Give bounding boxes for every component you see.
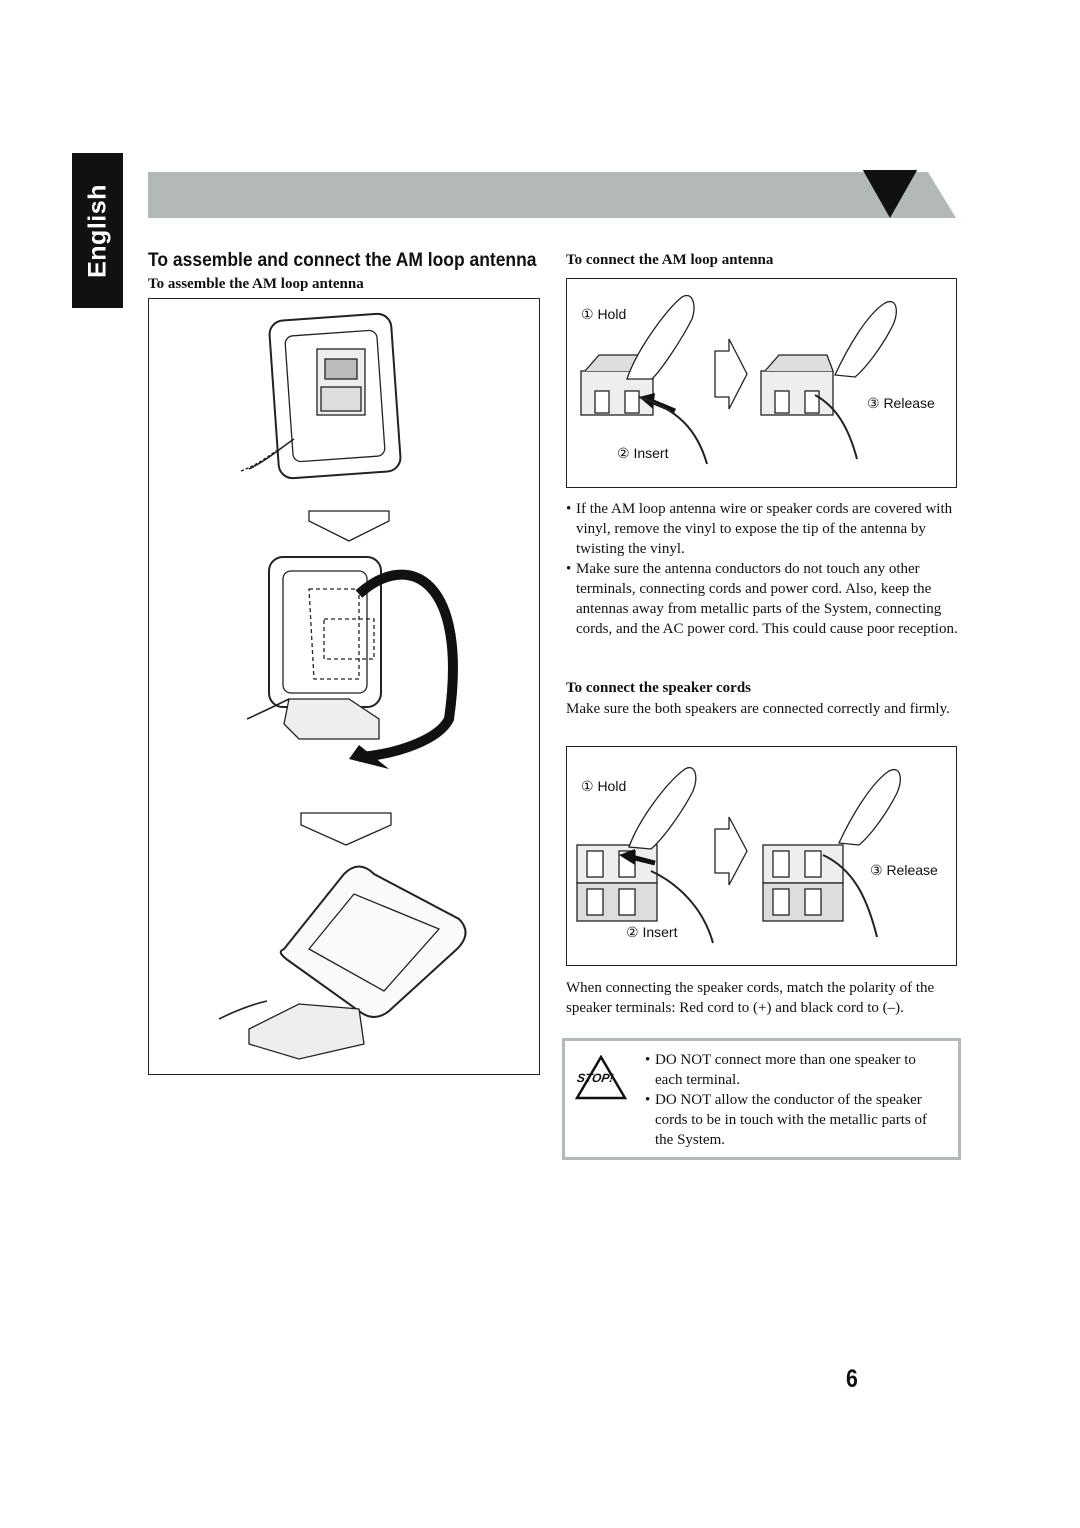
antenna-note: • If the AM loop antenna wire or speaker cords are covered with vinyl, remove the vinyl to expose the tip of the antenna by twisting the vinyl. (566, 499, 958, 559)
assemble-figure (148, 298, 540, 1075)
page-number: 6 (846, 1365, 858, 1393)
loop-antenna-step1 (241, 313, 401, 479)
down-arrow-1 (309, 511, 389, 541)
loop-antenna-step2 (247, 557, 453, 769)
speaker-terminal-left (577, 845, 657, 921)
finger-left (627, 296, 694, 379)
speaker-insert-label: ② Insert (626, 924, 678, 940)
antenna-notes (566, 499, 958, 639)
speaker-release-label: ③ Release (870, 862, 938, 878)
caution-item: • DO NOT connect more than one speaker to each terminal. (645, 1050, 945, 1090)
antenna-release-label: ③ Release (867, 395, 935, 411)
antenna-connect-figure (566, 278, 957, 488)
connect-antenna-heading: To connect the AM loop antenna (566, 252, 774, 268)
language-tab-label: English (83, 183, 111, 278)
assemble-illustration (149, 299, 539, 1074)
antenna-hold-label: ① Hold (581, 306, 627, 322)
section-title: To assemble and connect the AM loop antenna (148, 250, 537, 271)
polarity-note: When connecting the speaker cords, match the polarity of the speaker terminals: Red cord to (+) and black cord to (–). (566, 980, 935, 1016)
connect-speaker-heading: To connect the speaker cords (566, 680, 751, 696)
right-arrow (715, 817, 747, 885)
antenna-terminal-right (761, 355, 833, 415)
caution-item: • DO NOT allow the conductor of the speaker cords to be in touch with the metallic parts of the System. (645, 1090, 945, 1150)
section-header-bar (148, 170, 958, 220)
caution-box (562, 1038, 961, 1160)
speaker-hold-label: ① Hold (581, 778, 627, 794)
antenna-note: • Make sure the antenna conductors do not touch any other terminals, connecting cords and power cord. Also, keep the antennas away from metallic parts of the System, connecting cords, and the AC power cord. This could cause poor reception. (566, 559, 958, 639)
language-tab (72, 153, 123, 308)
antenna-insert-label: ② Insert (617, 445, 669, 461)
connect-speaker-intro: Make sure the both speakers are connected correctly and firmly. (566, 701, 950, 717)
finger-right (839, 770, 900, 845)
speaker-terminal-right (763, 845, 843, 921)
right-arrow (715, 339, 747, 409)
down-arrow-2 (301, 813, 391, 845)
speaker-connect-figure (566, 746, 957, 966)
stop-icon-text: STOP! (576, 1071, 615, 1085)
loop-antenna-step3 (219, 867, 466, 1060)
finger-left (629, 768, 696, 849)
finger-right (835, 302, 896, 377)
caution-list (645, 1050, 945, 1150)
assemble-heading: To assemble the AM loop antenna (148, 276, 364, 292)
